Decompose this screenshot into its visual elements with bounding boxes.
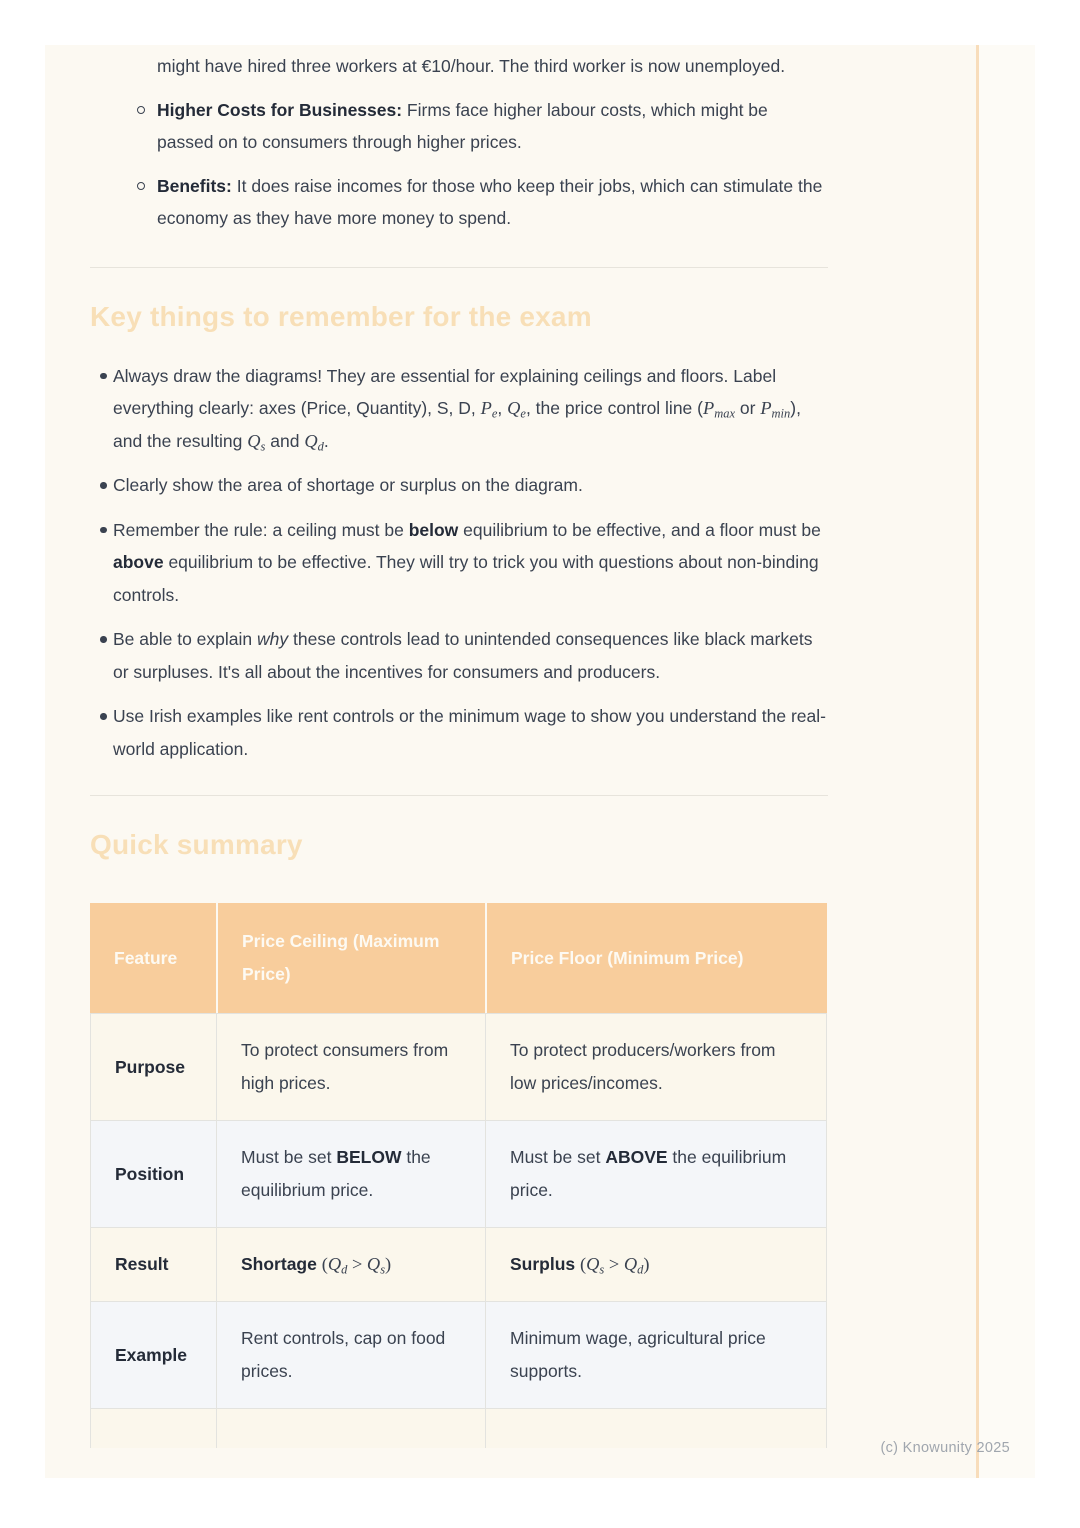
list-item: Higher Costs for Businesses: Firms face higher labour costs, which might be passed on to consumers through higher prices. xyxy=(90,94,828,159)
section-heading-summary: Quick summary xyxy=(90,829,303,860)
table-cell: Rent controls, cap on food prices. xyxy=(216,1301,485,1408)
table-cell-feature: Purpose xyxy=(90,1013,216,1120)
sub-bullet-list xyxy=(90,94,828,235)
copyright-watermark: (c) Knowunity 2025 xyxy=(880,1440,1010,1456)
table-row xyxy=(90,1013,827,1120)
list-item: Use Irish examples like rent controls or the minimum wage to show you understand the real-world application. xyxy=(90,700,828,765)
table-row xyxy=(90,1301,827,1408)
table-cell: Minimum wage, agricultural price supports. xyxy=(485,1301,827,1408)
list-item: Clearly show the area of shortage or surplus on the diagram. xyxy=(90,469,828,502)
table-row xyxy=(90,1120,827,1227)
section-divider xyxy=(90,795,828,796)
table-header-price-floor: Price Floor (Minimum Price) xyxy=(485,903,827,1013)
list-item: Be able to explain why these controls lead to unintended consequences like black markets or surpluses. It's all about the incentives for consumers and producers. xyxy=(90,623,828,688)
table-cell xyxy=(90,1408,216,1448)
list-item: Always draw the diagrams! They are essential for explaining ceilings and floors. Label everything clearly: axes (Price, Quantity), S, D, $P_e$, $Q_e$, the price control line ($P_{max}$ or $P_{min}$), and the resulting $Q_s$ and $Q_d$. xyxy=(90,360,828,458)
note-page-card xyxy=(45,45,1035,1478)
table-cell xyxy=(216,1408,485,1448)
table-cell: Must be set ABOVE the equilibrium price. xyxy=(485,1120,827,1227)
table-cell-feature: Position xyxy=(90,1120,216,1227)
summary-table xyxy=(90,903,827,1448)
table-row xyxy=(90,1408,827,1448)
table-header-row xyxy=(90,903,827,1013)
section-heading-exam: Key things to remember for the exam xyxy=(90,300,592,332)
exam-bullet-list xyxy=(90,360,828,766)
page-content xyxy=(90,45,828,1448)
list-item: Benefits: It does raise incomes for those who keep their jobs, which can stimulate the economy as they have more money to spend. xyxy=(90,170,828,235)
table-cell-feature: Example xyxy=(90,1301,216,1408)
table-cell: To protect producers/workers from low prices/incomes. xyxy=(485,1013,827,1120)
table-cell: Must be set BELOW the equilibrium price. xyxy=(216,1120,485,1227)
table-cell-feature: Result xyxy=(90,1227,216,1301)
continuation-paragraph: might have hired three workers at €10/hour. The third worker is now unemployed. xyxy=(157,56,786,76)
table-cell: Surplus $(Q_s > Q_d)$ xyxy=(485,1227,827,1301)
section-divider xyxy=(90,267,828,268)
table-header-feature: Feature xyxy=(90,903,216,1013)
list-item: Remember the rule: a ceiling must be below equilibrium to be effective, and a floor must be above equilibrium to be effective. They will try to trick you with questions about non-binding controls. xyxy=(90,514,828,612)
table-header-price-ceiling: Price Ceiling (Maximum Price) xyxy=(216,903,485,1013)
table-cell xyxy=(485,1408,827,1448)
table-cell: To protect consumers from high prices. xyxy=(216,1013,485,1120)
table-cell: Shortage $(Q_d > Q_s)$ xyxy=(216,1227,485,1301)
table-row xyxy=(90,1227,827,1301)
page-edge-strip xyxy=(979,45,1035,1478)
